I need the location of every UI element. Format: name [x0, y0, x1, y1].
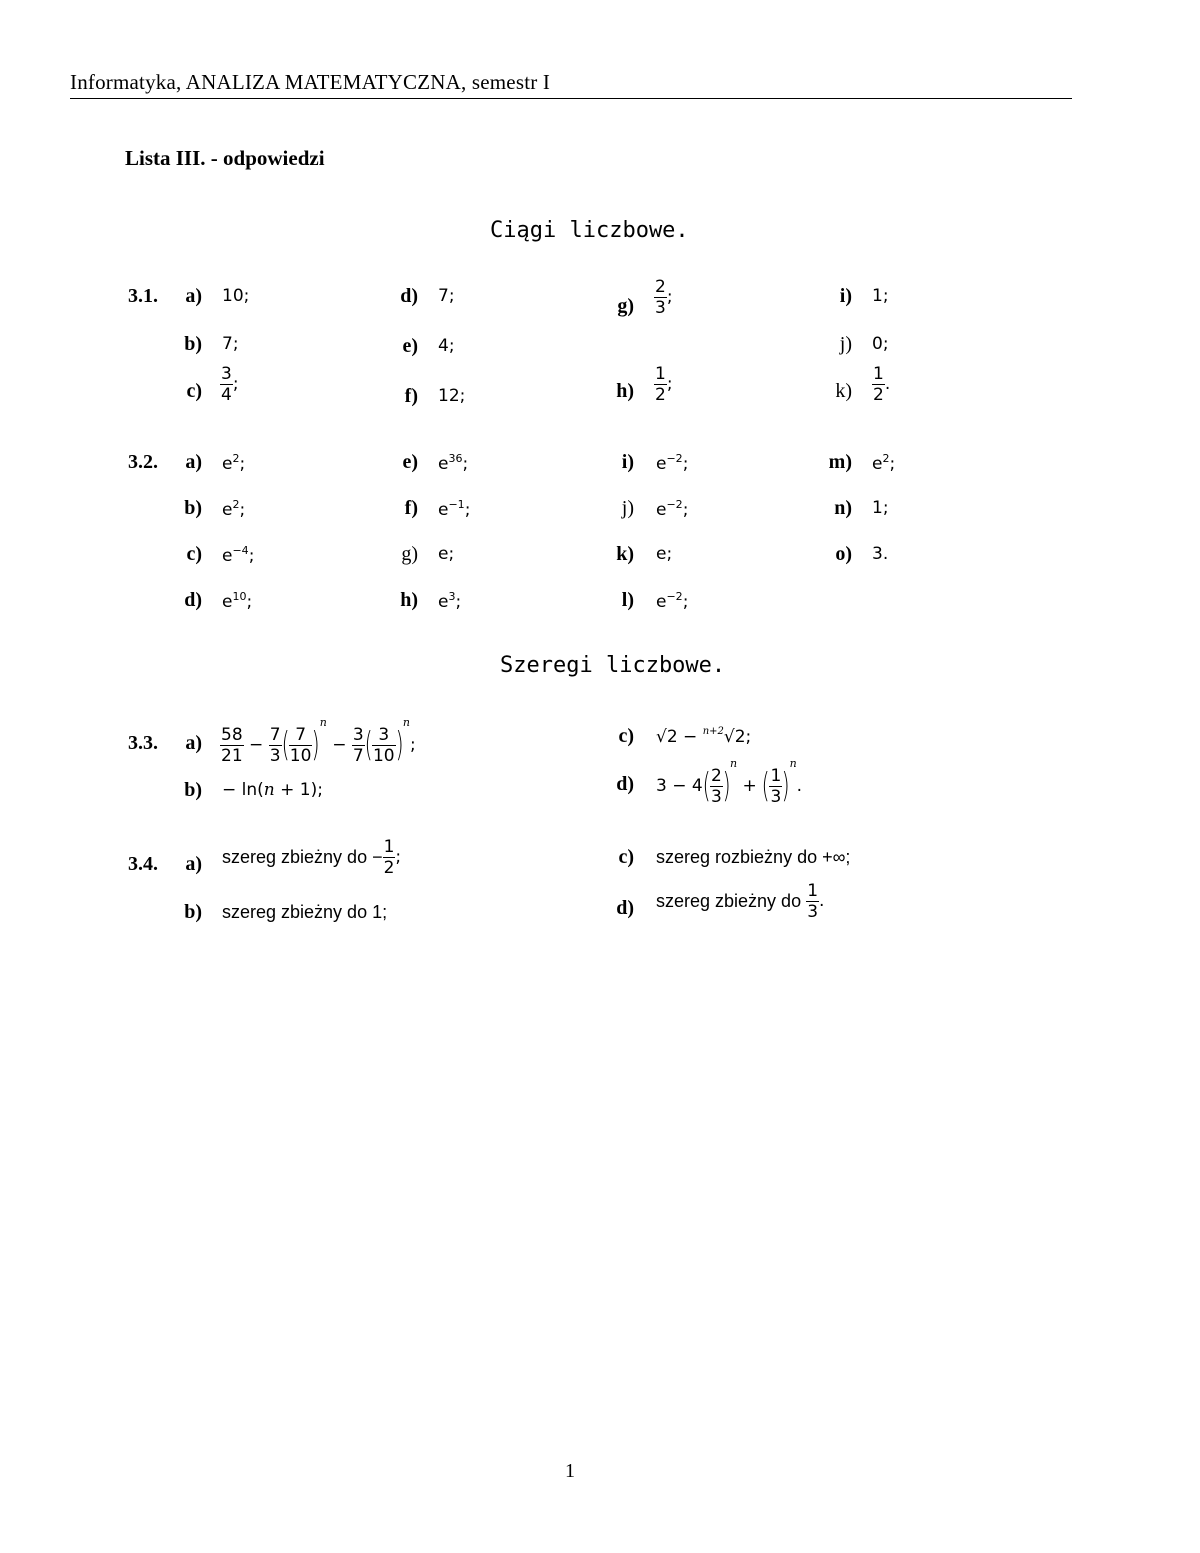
answer-value: $e^2$;	[872, 452, 896, 474]
answer-fraction: $\frac{3}{4}$ ;	[221, 364, 239, 405]
answer-value: $e^{-4}$;	[222, 544, 255, 566]
answer-value: $e^{-2}$;	[656, 498, 689, 520]
item-label: m)	[828, 451, 852, 473]
item-label: b)	[184, 333, 202, 355]
item-label: h)	[616, 380, 634, 402]
item-label: d)	[616, 897, 634, 919]
item-label: e)	[402, 451, 418, 473]
answer-value: 3.	[872, 544, 889, 564]
answer-value: $e^{10}$;	[222, 590, 253, 612]
series-sum-formula-b: − ln(n + 1);	[222, 780, 323, 800]
item-label: f)	[404, 385, 418, 407]
series-sum-formula-d: 3 − 4( $\frac{2}{3}$ )$^n$ + ( $\frac{1}{3}$ )$^n$.	[656, 757, 803, 807]
problem-number-3-3: 3.3.	[128, 732, 158, 754]
answer-value: $e^{36}$;	[438, 452, 469, 474]
answer-value: e;	[656, 544, 673, 564]
item-label: i)	[621, 451, 634, 473]
item-label: g)	[617, 295, 634, 317]
answer-value: $e^2$;	[222, 452, 246, 474]
item-label: g)	[401, 543, 418, 565]
item-label: c)	[618, 725, 634, 747]
item-label: j)	[621, 497, 634, 519]
answer-value: 0;	[872, 334, 889, 354]
answer-value: 1;	[872, 286, 889, 306]
item-label: o)	[835, 543, 852, 565]
item-label: a)	[185, 732, 202, 754]
problem-number-3-4: 3.4.	[128, 853, 158, 875]
item-label: e)	[402, 335, 418, 357]
document-header: Informatyka, ANALIZA MATEMATYCZNA, semestr I	[70, 70, 551, 94]
list-title: Lista III. - odpowiedzi	[125, 146, 325, 170]
answer-fraction: $\frac{2}{3}$ ;	[655, 277, 673, 318]
item-label: k)	[835, 380, 852, 402]
answer-fraction: $\frac{1}{2}$ .	[873, 364, 891, 405]
item-label: d)	[616, 773, 634, 795]
problem-number-3-2: 3.2.	[128, 451, 158, 473]
answer-value: 4;	[438, 336, 455, 356]
item-label: b)	[184, 901, 202, 923]
answer-value: $e^{-2}$;	[656, 452, 689, 474]
answer-value: 1;	[872, 498, 889, 518]
answer-value: 10;	[222, 286, 250, 306]
item-label: b)	[184, 497, 202, 519]
section-title-ciagi: Ciągi liczbowe.	[490, 218, 689, 243]
item-label: a)	[185, 853, 202, 875]
answer-value: $e^{-1}$;	[438, 498, 471, 520]
item-label: c)	[186, 380, 202, 402]
answer-fraction: $\frac{1}{2}$ ;	[655, 364, 673, 405]
item-label: d)	[400, 285, 418, 307]
answer-value: 7;	[438, 286, 455, 306]
item-label: d)	[184, 589, 202, 611]
item-label: b)	[184, 779, 202, 801]
item-label: h)	[400, 589, 418, 611]
item-label: n)	[834, 497, 852, 519]
item-label: c)	[186, 543, 202, 565]
problem-number-3-1: 3.1.	[128, 285, 158, 307]
item-label: l)	[621, 589, 634, 611]
answer-value: $e^3$;	[438, 590, 462, 612]
answer-value: 12;	[438, 386, 466, 406]
item-label: j)	[839, 333, 852, 355]
item-label: a)	[185, 285, 202, 307]
answer-value: $e^2$;	[222, 498, 246, 520]
header-rule	[70, 98, 1072, 99]
section-title-szeregi: Szeregi liczbowe.	[500, 653, 726, 678]
item-label: k)	[616, 543, 634, 565]
answer-text: szereg rozbieżny do +∞;	[656, 847, 851, 867]
series-sum-formula-a: $\frac{58}{21}$ − $\frac{7}{3}$ ( $\frac{7}{10}$ )$^n$ − $\frac{3}{7}$ ( $\frac{3}{10}$ )$^n$;	[221, 716, 416, 766]
series-sum-formula-c: √2 − $^{n+2}$√2;	[656, 726, 752, 747]
answer-value: $e^{-2}$;	[656, 590, 689, 612]
item-label: a)	[185, 451, 202, 473]
answer-text: szereg zbieżny do − $\frac{1}{2}$ ;	[222, 837, 402, 878]
answer-text: szereg zbieżny do 1;	[222, 902, 388, 922]
answer-value: e;	[438, 544, 455, 564]
page-number: 1	[565, 1460, 575, 1482]
item-label: c)	[618, 846, 634, 868]
item-label: f)	[404, 497, 418, 519]
answer-text: szereg zbieżny do $\frac{1}{3}$ .	[656, 881, 825, 922]
item-label: i)	[839, 285, 852, 307]
answer-value: 7;	[222, 334, 239, 354]
